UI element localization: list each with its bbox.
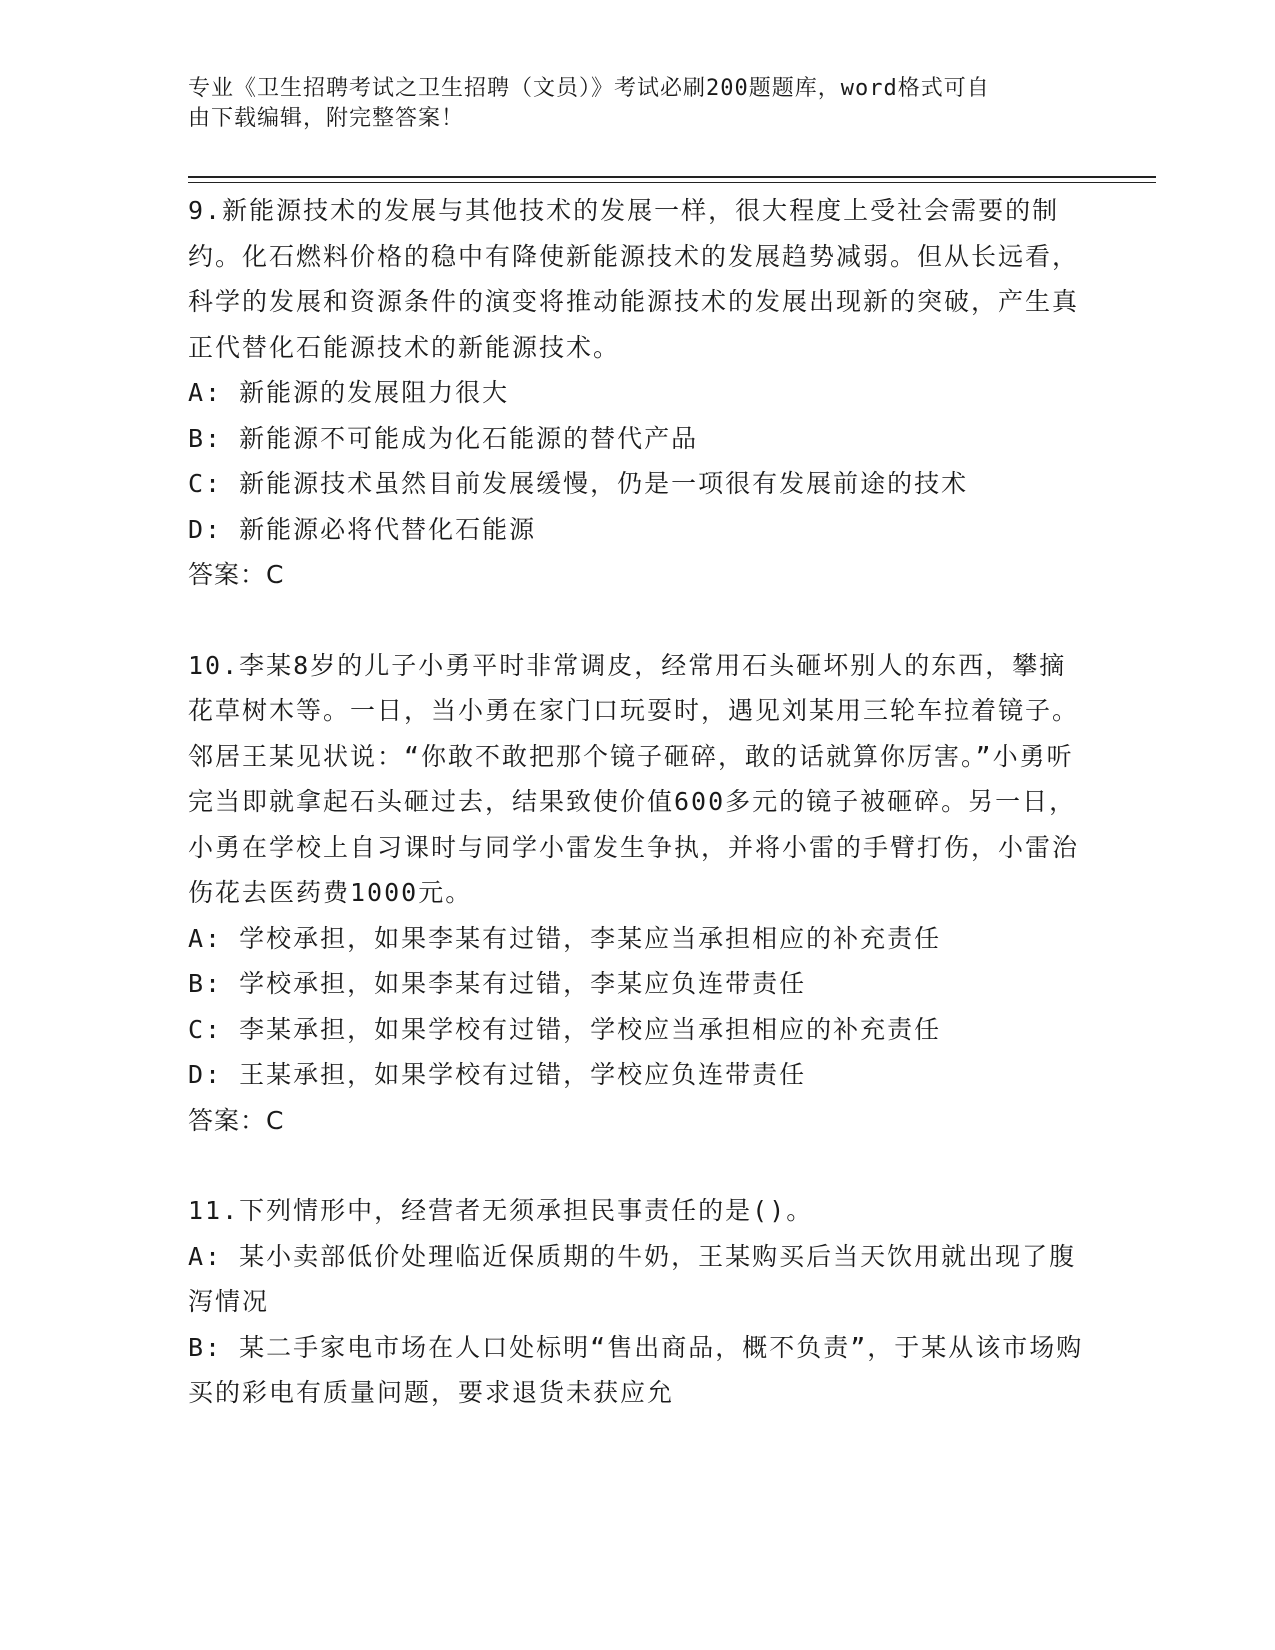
answer-line: 答案：C	[188, 1105, 285, 1135]
option-c	[188, 461, 1088, 507]
option-b	[188, 1325, 1088, 1416]
question-11	[188, 1188, 1088, 1416]
option-text: 王某承担，如果学校有过错，学校应负连带责任	[239, 1060, 807, 1089]
option-letter: B:	[188, 969, 240, 998]
header-divider-thick	[188, 176, 1156, 178]
option-text: 新能源不可能成为化石能源的替代产品	[239, 423, 699, 453]
question-10	[188, 643, 1088, 1144]
question-9	[188, 188, 1088, 598]
option-b	[188, 416, 1088, 462]
question-stem: 9.新能源技术的发展与其他技术的发展一样，很大程度上受社会需要的制约。化石燃料价格的稳中有降使新能源技术的发展趋势减弱。但从长远看，科学的发展和资源条件的演变将推动能源技术的发展出现新的突破，产生真正代替化石能源技术的新能源技术。	[188, 196, 1080, 362]
option-text: 某小卖部低价处理临近保质期的牛奶，王某购买后当天饮用就出现了腹泻情况	[188, 1241, 1077, 1316]
option-b	[188, 961, 1088, 1007]
option-text: 学校承担，如果李某有过错，李某应当承担相应的补充责任	[239, 923, 942, 953]
document-header	[188, 74, 1078, 134]
option-letter: C:	[188, 469, 240, 498]
header-divider-thin	[188, 182, 1156, 183]
option-letter: C:	[188, 1014, 240, 1044]
option-a	[188, 916, 1088, 962]
option-text: 某二手家电市场在人口处标明“售出商品，概不负责”，于某从该市场购买的彩电有质量问题，要求退货未获应允	[188, 1332, 1084, 1407]
option-letter: B:	[188, 1332, 240, 1362]
question-list	[188, 188, 1088, 1461]
answer-line: 答案：C	[188, 560, 285, 589]
option-a	[188, 370, 1088, 416]
option-d	[188, 1052, 1088, 1098]
header-line-2: 由下载编辑，附完整答案！	[188, 106, 465, 131]
option-letter: D:	[188, 1060, 240, 1089]
question-stem: 11.下列情形中，经营者无须承担民事责任的是()。	[188, 1196, 814, 1225]
option-letter: A:	[188, 923, 240, 953]
option-text: 新能源必将代替化石能源	[239, 514, 537, 544]
option-text: 新能源技术虽然目前发展缓慢，仍是一项很有发展前途的技术	[239, 469, 969, 498]
option-c	[188, 1007, 1088, 1053]
option-d	[188, 507, 1088, 553]
option-letter: D:	[188, 514, 240, 544]
question-stem: 10.李某8岁的儿子小勇平时非常调皮，经常用石头砸坏别人的东西，攀摘花草树木等。一日，当小勇在家门口玩耍时，遇见刘某用三轮车拉着镜子。邻居王某见状说：“你敢不敢把那个镜子砸碎，敢的话就算你厉害。”小勇听完当即就拿起石头砸过去，结果致使价值600多元的镜子被砸碎。另一日，小勇在学校上自习课时与同学小雷发生争执，并将小雷的手臂打伤，小雷治伤花去医药费1000元。	[188, 650, 1080, 907]
option-text: 学校承担，如果李某有过错，李某应负连带责任	[239, 969, 807, 998]
option-letter: A:	[188, 378, 240, 407]
header-line-1: 专业《卫生招聘考试之卫生招聘（文员）》考试必刷200题题库，word格式可自	[188, 76, 990, 101]
option-letter: B:	[188, 423, 240, 453]
option-letter: A:	[188, 1241, 240, 1271]
option-text: 新能源的发展阻力很大	[239, 378, 510, 407]
option-a	[188, 1234, 1088, 1325]
option-text: 李某承担，如果学校有过错，学校应当承担相应的补充责任	[239, 1014, 942, 1044]
